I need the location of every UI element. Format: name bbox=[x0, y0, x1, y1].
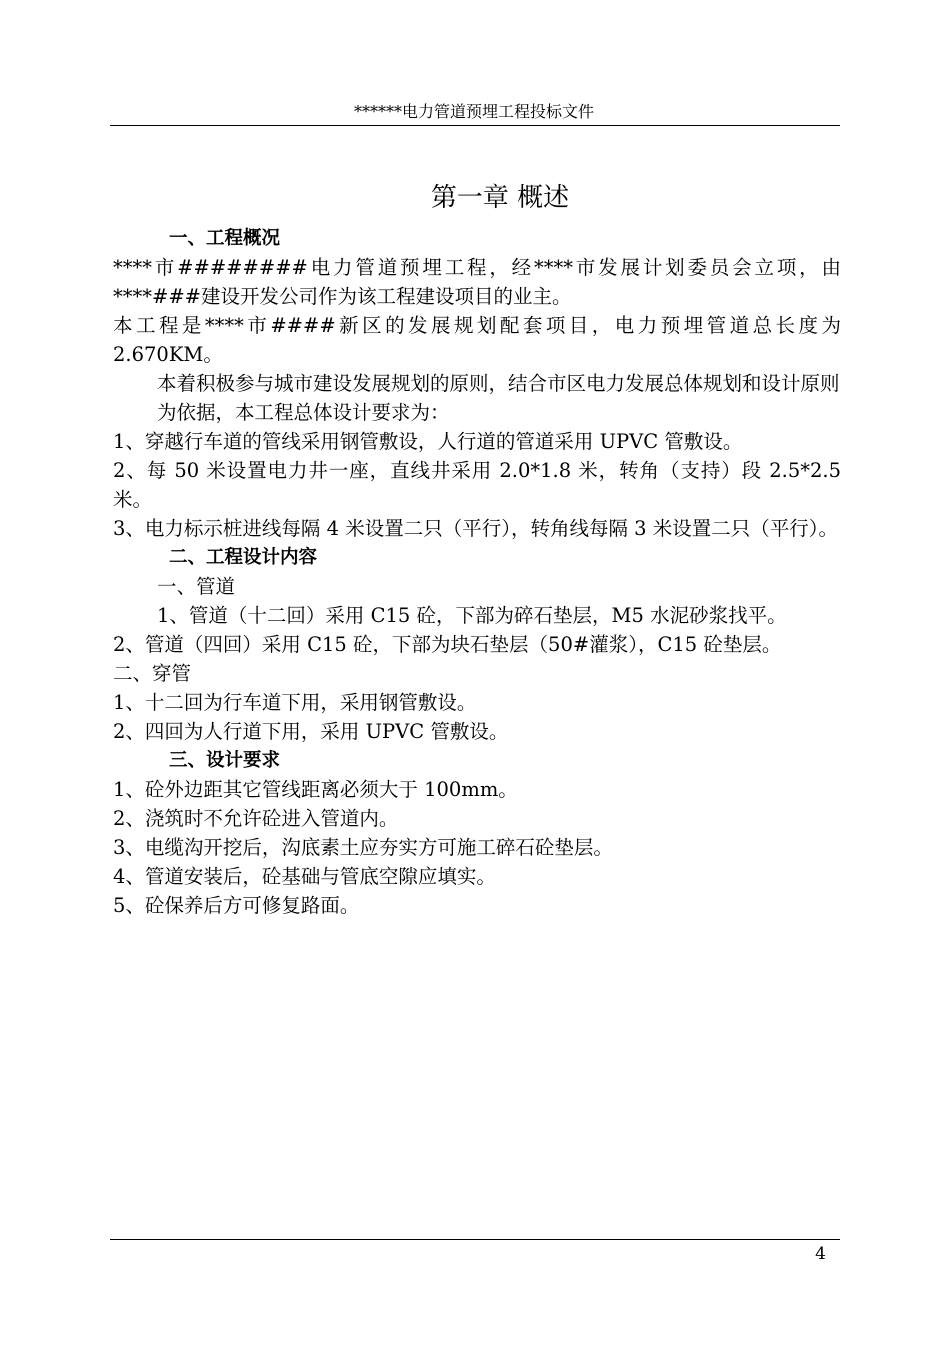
section-heading-overview: 一、工程概况 bbox=[169, 228, 281, 249]
list-item: 2、管道（四回）采用 C15 砼，下部为块石垫层（50#灌浆），C15 砼垫层。 bbox=[113, 633, 782, 656]
list-item: 1、管道（十二回）采用 C15 砼，下部为碎石垫层，M5 水泥砂浆找平。 bbox=[157, 604, 787, 627]
list-item: 2、浇筑时不允许砼进入管道内。 bbox=[113, 807, 399, 830]
paragraph: 本着积极参与城市建设发展规划的原则，结合市区电力发展总体规划和设计原则为依据，本工程总体设计要求为： bbox=[157, 372, 840, 424]
section-heading-design-content: 二、工程设计内容 bbox=[169, 547, 318, 568]
list-item: 4、管道安装后，砼基础与管底空隙应填实。 bbox=[113, 865, 496, 888]
footer-divider bbox=[110, 1239, 840, 1240]
chapter-title: 第一章 概述 bbox=[430, 183, 570, 213]
paragraph: 本工程是****市####新区的发展规划配套项目，电力预埋管道总长度为2.670KM。 bbox=[113, 314, 841, 366]
section-heading-design-requirements: 三、设计要求 bbox=[169, 750, 281, 771]
list-item: 2、四回为人行道下用，采用 UPVC 管敷设。 bbox=[113, 720, 509, 743]
page-header-title: ******电力管道预埋工程投标文件 bbox=[353, 102, 594, 121]
list-item: 3、电缆沟开挖后，沟底素土应夯实方可施工碎石砼垫层。 bbox=[113, 836, 613, 859]
list-item: 1、十二回为行车道下用，采用钢管敷设。 bbox=[113, 691, 477, 714]
list-item: 1、穿越行车道的管线采用钢管敷设，人行道的管道采用 UPVC 管敷设。 bbox=[113, 430, 743, 453]
paragraph: ****市########电力管道预埋工程，经****市发展计划委员会立项，由****###建设开发公司作为该工程建设项目的业主。 bbox=[113, 256, 841, 308]
header-divider bbox=[110, 125, 840, 126]
subsection-heading: 二、穿管 bbox=[113, 662, 192, 685]
list-item: 5、砼保养后方可修复路面。 bbox=[113, 894, 360, 917]
list-item: 1、砼外边距其它管线距离必须大于 100mm。 bbox=[113, 778, 518, 801]
list-item: 3、电力标示桩进线每隔 4 米设置二只（平行），转角线每隔 3 米设置二只（平行）。 bbox=[113, 517, 839, 540]
page-number: 4 bbox=[815, 1244, 826, 1264]
subsection-heading: 一、管道 bbox=[157, 575, 236, 598]
document-body bbox=[113, 224, 841, 920]
list-item: 2、每 50 米设置电力井一座，直线井采用 2.0*1.8 米，转角（支持）段 2.5*2.5 米。 bbox=[113, 459, 841, 511]
